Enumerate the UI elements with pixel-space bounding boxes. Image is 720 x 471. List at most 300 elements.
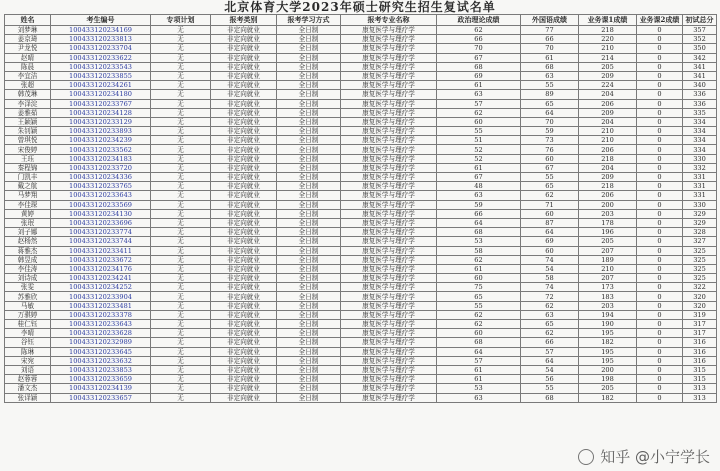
table-cell: 全日制 <box>277 209 341 218</box>
table-cell: 非定向就业 <box>211 99 277 108</box>
table-cell: 61 <box>437 375 521 384</box>
table-row <box>5 329 717 338</box>
table-cell: 无 <box>151 90 211 99</box>
column-header: 政治理论成绩 <box>437 15 521 26</box>
table-cell: 康复医学与理疗学 <box>341 35 437 44</box>
table-cell: 195 <box>579 356 637 365</box>
table-cell: 66 <box>521 338 579 347</box>
table-cell: 329 <box>683 218 717 227</box>
table-cell: 0 <box>637 375 683 384</box>
table-cell: 317 <box>683 329 717 338</box>
table-cell: 非定向就业 <box>211 283 277 292</box>
table-row <box>5 283 717 292</box>
table-cell: 56 <box>521 375 579 384</box>
table-cell: 康复医学与理疗学 <box>341 320 437 329</box>
table-cell: 康复医学与理疗学 <box>341 127 437 136</box>
table-cell: 189 <box>579 255 637 264</box>
table-cell: 非定向就业 <box>211 182 277 191</box>
table-cell: 70 <box>437 44 521 53</box>
table-cell: 203 <box>579 301 637 310</box>
column-header: 报考学习方式 <box>277 15 341 26</box>
table-row <box>5 292 717 301</box>
table-cell: 全日制 <box>277 62 341 71</box>
table-cell: 康复医学与理疗学 <box>341 26 437 35</box>
table-cell: 0 <box>637 44 683 53</box>
table-cell: 康复医学与理疗学 <box>341 44 437 53</box>
table-cell: 康复医学与理疗学 <box>341 108 437 117</box>
table-cell: 非定向就业 <box>211 329 277 338</box>
table-cell: 65 <box>437 292 521 301</box>
table-cell: 李泽淀 <box>5 99 51 108</box>
table-cell: 无 <box>151 365 211 374</box>
table-cell: 64 <box>437 347 521 356</box>
table-cell: 63 <box>437 393 521 402</box>
table-cell: 0 <box>637 356 683 365</box>
table-cell: 60 <box>521 154 579 163</box>
table-cell: 206 <box>579 145 637 154</box>
table-cell: 非定向就业 <box>211 375 277 384</box>
table-cell: 0 <box>637 365 683 374</box>
table-cell: 全日制 <box>277 246 341 255</box>
table-cell: 100433120233659 <box>51 375 151 384</box>
table-cell: 332 <box>683 163 717 172</box>
table-row <box>5 237 717 246</box>
table-cell: 342 <box>683 53 717 62</box>
table-cell: 非定向就业 <box>211 173 277 182</box>
table-cell: 100433120234252 <box>51 283 151 292</box>
table-cell: 康复医学与理疗学 <box>341 393 437 402</box>
table-cell: 62 <box>437 255 521 264</box>
table-cell: 康复医学与理疗学 <box>341 228 437 237</box>
table-cell: 韩茂琳 <box>5 90 51 99</box>
table-cell: 刘梦琳 <box>5 26 51 35</box>
table-cell: 姜京琦 <box>5 35 51 44</box>
table-cell: 313 <box>683 384 717 393</box>
table-cell: 非定向就业 <box>211 90 277 99</box>
table-cell: 非定向就业 <box>211 393 277 402</box>
table-cell: 178 <box>579 218 637 227</box>
table-row <box>5 62 717 71</box>
table-cell: 352 <box>683 35 717 44</box>
table-cell: 100433120233622 <box>51 53 151 62</box>
table-row <box>5 53 717 62</box>
table-cell: 康复医学与理疗学 <box>341 182 437 191</box>
table-cell: 全日制 <box>277 99 341 108</box>
table-cell: 无 <box>151 329 211 338</box>
table-cell: 61 <box>437 81 521 90</box>
table-cell: 康复医学与理疗学 <box>341 173 437 182</box>
table-cell: 336 <box>683 90 717 99</box>
table-cell: 宋俊婷 <box>5 145 51 154</box>
watermark-text: 知乎 @小宁学长 <box>600 448 710 466</box>
table-cell: 万骐婷 <box>5 310 51 319</box>
table-cell: 康复医学与理疗学 <box>341 264 437 273</box>
table-row <box>5 136 717 145</box>
table-cell: 195 <box>579 347 637 356</box>
table-cell: 无 <box>151 26 211 35</box>
table-cell: 无 <box>151 108 211 117</box>
table-cell: 全日制 <box>277 274 341 283</box>
table-cell: 全日制 <box>277 200 341 209</box>
table-cell: 62 <box>437 26 521 35</box>
table-cell: 62 <box>521 301 579 310</box>
table-cell: 0 <box>637 99 683 108</box>
table-cell: 全日制 <box>277 310 341 319</box>
table-cell: 康复医学与理疗学 <box>341 163 437 172</box>
table-cell: 李佳涛 <box>5 264 51 273</box>
table-cell: 无 <box>151 209 211 218</box>
table-cell: 康复医学与理疗学 <box>341 99 437 108</box>
table-cell: 无 <box>151 53 211 62</box>
table-row <box>5 44 717 53</box>
table-cell: 204 <box>579 117 637 126</box>
table-cell: 100433120233855 <box>51 71 151 80</box>
table-cell: 60 <box>521 209 579 218</box>
table-cell: 76 <box>521 145 579 154</box>
table-cell: 非定向就业 <box>211 53 277 62</box>
table-cell: 319 <box>683 310 717 319</box>
table-cell: 无 <box>151 292 211 301</box>
table-cell: 62 <box>521 191 579 200</box>
table-cell: 康复医学与理疗学 <box>341 301 437 310</box>
table-cell: 0 <box>637 182 683 191</box>
table-cell: 325 <box>683 246 717 255</box>
table-cell: 桂仁钰 <box>5 320 51 329</box>
table-cell: 325 <box>683 264 717 273</box>
table-cell: 100433120233657 <box>51 393 151 402</box>
table-cell: 51 <box>437 136 521 145</box>
table-cell: 316 <box>683 347 717 356</box>
table-cell: 非定向就业 <box>211 228 277 237</box>
table-cell: 全日制 <box>277 90 341 99</box>
table-cell: 200 <box>579 200 637 209</box>
table-cell: 谷钰 <box>5 338 51 347</box>
table-cell: 非定向就业 <box>211 356 277 365</box>
table-cell: 全日制 <box>277 81 341 90</box>
table-row <box>5 347 717 356</box>
table-cell: 全日制 <box>277 35 341 44</box>
table-cell: 64 <box>437 218 521 227</box>
table-cell: 313 <box>683 393 717 402</box>
table-cell: 334 <box>683 117 717 126</box>
table-cell: 陈琳 <box>5 347 51 356</box>
table-cell: 100433120234128 <box>51 108 151 117</box>
table-cell: 100433120233628 <box>51 329 151 338</box>
table-cell: 65 <box>521 320 579 329</box>
table-cell: 100433120234241 <box>51 274 151 283</box>
table-cell: 173 <box>579 283 637 292</box>
table-cell: 70 <box>521 117 579 126</box>
table-cell: 非定向就业 <box>211 255 277 264</box>
table-cell: 61 <box>437 163 521 172</box>
table-cell: 100433120233569 <box>51 200 151 209</box>
table-cell: 357 <box>683 26 717 35</box>
table-cell: 100433120233672 <box>51 255 151 264</box>
column-header: 报考类别 <box>211 15 277 26</box>
table-cell: 334 <box>683 136 717 145</box>
table-cell: 68 <box>521 393 579 402</box>
table-cell: 非定向就业 <box>211 384 277 393</box>
table-cell: 315 <box>683 375 717 384</box>
table-cell: 69 <box>437 71 521 80</box>
table-cell: 非定向就业 <box>211 209 277 218</box>
table-cell: 刘子娜 <box>5 228 51 237</box>
table-cell: 100433120233853 <box>51 365 151 374</box>
table-cell: 无 <box>151 35 211 44</box>
table-cell: 0 <box>637 264 683 273</box>
table-cell: 0 <box>637 393 683 402</box>
table-cell: 0 <box>637 127 683 136</box>
page-title: 北京体育大学2023年硕士研究生招生复试名单 <box>224 0 496 14</box>
table-cell: 320 <box>683 292 717 301</box>
table-cell: 曾琪悦 <box>5 136 51 145</box>
table-cell: 全日制 <box>277 108 341 117</box>
table-cell: 0 <box>637 255 683 264</box>
table-cell: 无 <box>151 154 211 163</box>
table-cell: 全日制 <box>277 71 341 80</box>
table-cell: 无 <box>151 393 211 402</box>
table-cell: 63 <box>521 71 579 80</box>
watermark <box>578 446 710 467</box>
table-cell: 64 <box>521 108 579 117</box>
table-cell: 100433120234261 <box>51 81 151 90</box>
table-cell: 100433120234239 <box>51 136 151 145</box>
table-cell: 316 <box>683 356 717 365</box>
table-cell: 非定向就业 <box>211 218 277 227</box>
table-cell: 100433120233562 <box>51 145 151 154</box>
zhihu-logo-icon <box>578 449 594 465</box>
table-cell: 100433120233411 <box>51 246 151 255</box>
table-cell: 62 <box>437 320 521 329</box>
table-cell: 0 <box>637 209 683 218</box>
table-cell: 331 <box>683 182 717 191</box>
table-cell: 71 <box>521 200 579 209</box>
table-row <box>5 356 717 365</box>
table-cell: 全日制 <box>277 264 341 273</box>
table-cell: 0 <box>637 246 683 255</box>
table-cell: 无 <box>151 301 211 310</box>
table-cell: 206 <box>579 99 637 108</box>
table-cell: 非定向就业 <box>211 264 277 273</box>
table-cell: 210 <box>579 44 637 53</box>
table-cell: 73 <box>521 136 579 145</box>
table-cell: 无 <box>151 200 211 209</box>
table-cell: 0 <box>637 347 683 356</box>
table-cell: 0 <box>637 200 683 209</box>
table-cell: 马敏 <box>5 301 51 310</box>
table-cell: 非定向就业 <box>211 163 277 172</box>
table-cell: 183 <box>579 292 637 301</box>
table-row <box>5 320 717 329</box>
table-cell: 325 <box>683 255 717 264</box>
table-cell: 全日制 <box>277 191 341 200</box>
table-cell: 55 <box>521 384 579 393</box>
table-cell: 65 <box>521 182 579 191</box>
table-cell: 康复医学与理疗学 <box>341 154 437 163</box>
table-cell: 218 <box>579 154 637 163</box>
table-cell: 198 <box>579 375 637 384</box>
table-cell: 100433120233744 <box>51 237 151 246</box>
table-cell: 无 <box>151 264 211 273</box>
table-cell: 非定向就业 <box>211 145 277 154</box>
table-cell: 康复医学与理疗学 <box>341 145 437 154</box>
table-cell: 209 <box>579 108 637 117</box>
table-cell: 无 <box>151 310 211 319</box>
table-cell: 200 <box>579 365 637 374</box>
table-cell: 331 <box>683 191 717 200</box>
table-cell: 非定向就业 <box>211 320 277 329</box>
table-cell: 182 <box>579 338 637 347</box>
table-cell: 196 <box>579 228 637 237</box>
table-cell: 康复医学与理疗学 <box>341 283 437 292</box>
table-cell: 70 <box>521 44 579 53</box>
table-row <box>5 310 717 319</box>
table-row <box>5 218 717 227</box>
table-row <box>5 182 717 191</box>
table-cell: 全日制 <box>277 218 341 227</box>
table-row <box>5 384 717 393</box>
table-cell: 康复医学与理疗学 <box>341 255 437 264</box>
table-row <box>5 246 717 255</box>
table-cell: 全日制 <box>277 329 341 338</box>
table-cell: 康复医学与理疗学 <box>341 246 437 255</box>
table-cell: 韩昱成 <box>5 255 51 264</box>
table-cell: 60 <box>437 274 521 283</box>
table-cell: 0 <box>637 283 683 292</box>
table-cell: 59 <box>521 127 579 136</box>
table-cell: 非定向就业 <box>211 117 277 126</box>
table-cell: 100433120234169 <box>51 26 151 35</box>
table-row <box>5 35 717 44</box>
column-header: 专项计划 <box>151 15 211 26</box>
table-cell: 341 <box>683 71 717 80</box>
table-row <box>5 365 717 374</box>
table-cell: 334 <box>683 145 717 154</box>
table-row <box>5 264 717 273</box>
table-cell: 60 <box>521 246 579 255</box>
table-cell: 0 <box>637 145 683 154</box>
table-cell: 57 <box>437 99 521 108</box>
table-cell: 姜雅茹 <box>5 108 51 117</box>
table-cell: 60 <box>437 329 521 338</box>
table-cell: 康复医学与理疗学 <box>341 292 437 301</box>
table-cell: 无 <box>151 375 211 384</box>
table-cell: 205 <box>579 237 637 246</box>
table-cell: 317 <box>683 320 717 329</box>
table-cell: 58 <box>437 246 521 255</box>
table-cell: 54 <box>521 264 579 273</box>
table-cell: 非定向就业 <box>211 108 277 117</box>
table-cell: 康复医学与理疗学 <box>341 218 437 227</box>
table-cell: 63 <box>437 90 521 99</box>
table-cell: 无 <box>151 127 211 136</box>
table-cell: 0 <box>637 228 683 237</box>
table-cell: 66 <box>437 35 521 44</box>
table-cell: 55 <box>521 81 579 90</box>
table-cell: 62 <box>437 310 521 319</box>
table-row <box>5 375 717 384</box>
table-cell: 康复医学与理疗学 <box>341 71 437 80</box>
table-cell: 100433120233720 <box>51 163 151 172</box>
table-cell: 100433120234336 <box>51 173 151 182</box>
table-cell: 60 <box>437 117 521 126</box>
table-cell: 53 <box>437 237 521 246</box>
table-cell: 66 <box>521 35 579 44</box>
table-cell: 0 <box>637 338 683 347</box>
table-cell: 赵杨然 <box>5 237 51 246</box>
table-cell: 61 <box>437 264 521 273</box>
table-cell: 李佳琛 <box>5 200 51 209</box>
table-cell: 100433120232989 <box>51 338 151 347</box>
table-cell: 全日制 <box>277 145 341 154</box>
table-cell: 全日制 <box>277 292 341 301</box>
table-cell: 张超 <box>5 81 51 90</box>
table-row <box>5 90 717 99</box>
table-row <box>5 127 717 136</box>
table-cell: 无 <box>151 338 211 347</box>
table-cell: 全日制 <box>277 237 341 246</box>
table-cell: 非定向就业 <box>211 301 277 310</box>
table-cell: 100433120233632 <box>51 356 151 365</box>
table-cell: 0 <box>637 136 683 145</box>
table-cell: 100433120233904 <box>51 292 151 301</box>
table-cell: 55 <box>521 173 579 182</box>
table-cell: 203 <box>579 209 637 218</box>
table-cell: 全日制 <box>277 356 341 365</box>
table-cell: 67 <box>521 163 579 172</box>
table-cell: 100433120234183 <box>51 154 151 163</box>
table-cell: 195 <box>579 329 637 338</box>
table-row <box>5 228 717 237</box>
table-cell: 苏雅欣 <box>5 292 51 301</box>
table-row <box>5 191 717 200</box>
table-row <box>5 145 717 154</box>
table-cell: 52 <box>437 154 521 163</box>
table-cell: 朱钊颖 <box>5 127 51 136</box>
table-cell: 张雯 <box>5 283 51 292</box>
table-cell: 89 <box>521 90 579 99</box>
table-cell: 77 <box>521 26 579 35</box>
column-header: 报考专业名称 <box>341 15 437 26</box>
table-cell: 68 <box>521 62 579 71</box>
table-cell: 68 <box>437 62 521 71</box>
table-cell: 非定向就业 <box>211 347 277 356</box>
table-cell: 非定向就业 <box>211 62 277 71</box>
table-cell: 非定向就业 <box>211 246 277 255</box>
table-cell: 69 <box>521 237 579 246</box>
table-cell: 全日制 <box>277 228 341 237</box>
table-cell: 蒋雅杰 <box>5 246 51 255</box>
table-cell: 宋宛 <box>5 356 51 365</box>
table-cell: 0 <box>637 329 683 338</box>
table-cell: 322 <box>683 283 717 292</box>
table-cell: 非定向就业 <box>211 338 277 347</box>
table-cell: 康复医学与理疗学 <box>341 53 437 62</box>
table-cell: 康复医学与理疗学 <box>341 329 437 338</box>
table-cell: 205 <box>579 384 637 393</box>
table-cell: 100433120233767 <box>51 99 151 108</box>
table-cell: 康复医学与理疗学 <box>341 310 437 319</box>
table-cell: 207 <box>579 274 637 283</box>
table-cell: 204 <box>579 90 637 99</box>
table-cell: 67 <box>437 173 521 182</box>
table-row <box>5 117 717 126</box>
table-cell: 350 <box>683 44 717 53</box>
table-cell: 100433120233696 <box>51 218 151 227</box>
table-cell: 无 <box>151 255 211 264</box>
table-cell: 0 <box>637 154 683 163</box>
table-cell: 非定向就业 <box>211 310 277 319</box>
